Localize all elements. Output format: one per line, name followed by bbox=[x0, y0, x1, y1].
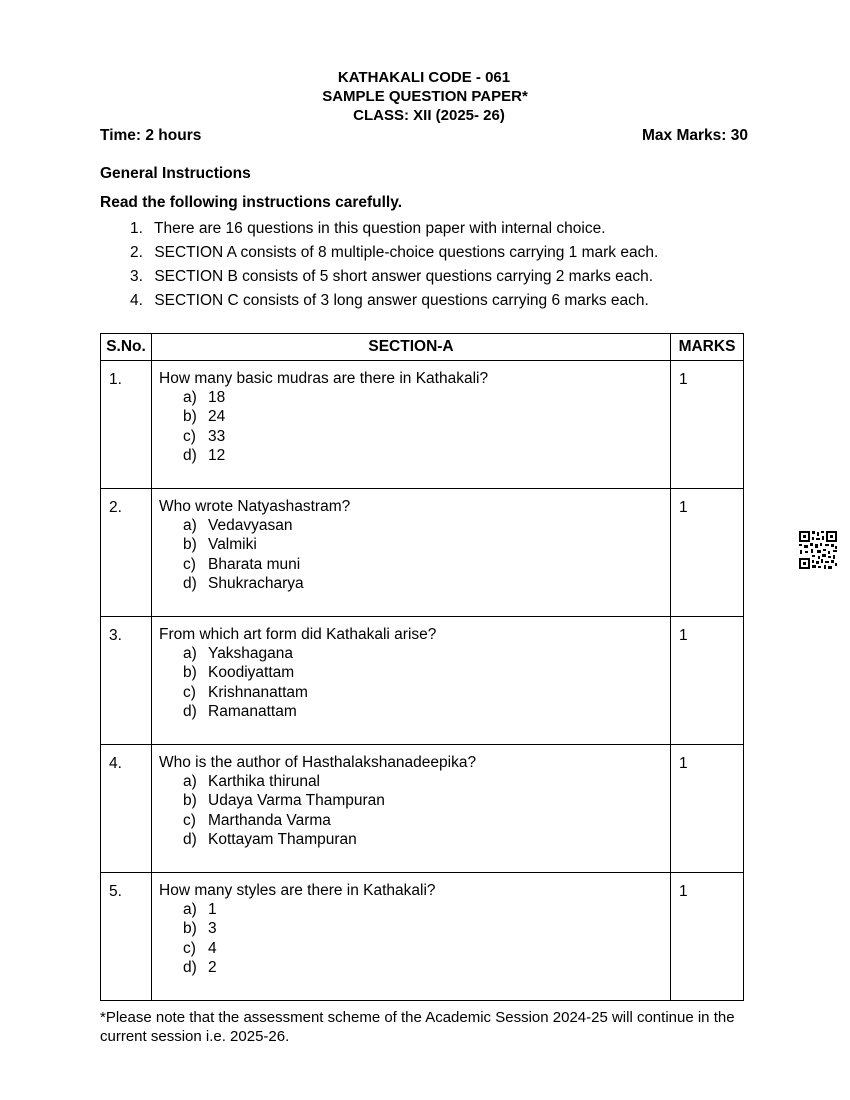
option-text: Kottayam Thampuran bbox=[208, 830, 357, 848]
question-table bbox=[100, 333, 744, 1001]
option-item bbox=[183, 702, 670, 721]
option-item bbox=[183, 958, 670, 977]
option-text: 18 bbox=[208, 389, 226, 406]
option-text: 1 bbox=[208, 901, 217, 918]
question-cell bbox=[152, 617, 671, 745]
instruction-list bbox=[130, 219, 658, 315]
option-letter: b) bbox=[183, 664, 197, 682]
option-text: 12 bbox=[208, 446, 226, 464]
table-row bbox=[101, 617, 744, 745]
question-text: How many styles are there in Kathakali? bbox=[159, 882, 436, 899]
option-letter: a) bbox=[183, 901, 197, 918]
option-item bbox=[183, 388, 670, 407]
option-item bbox=[183, 427, 670, 446]
question-text: Who wrote Natyashastram? bbox=[159, 498, 351, 515]
instruction-number: 2. bbox=[130, 244, 143, 261]
option-list bbox=[159, 900, 670, 977]
instructions-subheading: Read the following instructions carefully. bbox=[100, 194, 403, 211]
option-text: Udaya Varma Thampuran bbox=[208, 792, 385, 810]
option-list bbox=[159, 772, 670, 849]
option-text: Shukracharya bbox=[208, 574, 304, 592]
instruction-item bbox=[130, 243, 658, 267]
question-text: How many basic mudras are there in Kathakali? bbox=[159, 370, 489, 387]
option-letter: b) bbox=[183, 792, 197, 810]
max-marks-label: Max Marks: 30 bbox=[642, 127, 748, 144]
option-letter: b) bbox=[183, 536, 197, 554]
table-row bbox=[101, 745, 744, 873]
option-text: Marthanda Varma bbox=[208, 811, 331, 829]
question-text: From which art form did Kathakali arise? bbox=[159, 626, 437, 643]
option-letter: a) bbox=[183, 773, 197, 790]
question-cell bbox=[152, 745, 671, 873]
option-letter: a) bbox=[183, 389, 197, 406]
option-item bbox=[183, 772, 670, 791]
footnote: *Please note that the assessment scheme of the Academic Session 2024-25 will continue in the current session i.e. 2025-26. bbox=[100, 1009, 735, 1045]
option-item bbox=[183, 939, 670, 958]
col-marks-header: MARKS bbox=[671, 334, 744, 361]
sample-paper-title: SAMPLE QUESTION PAPER* bbox=[322, 88, 528, 105]
question-marks: 1 bbox=[671, 489, 744, 617]
option-text: 33 bbox=[208, 427, 226, 445]
instruction-text: SECTION B consists of 5 short answer questions carrying 2 marks each. bbox=[154, 268, 654, 285]
instruction-text: There are 16 questions in this question paper with internal choice. bbox=[154, 220, 606, 237]
table-row bbox=[101, 361, 744, 489]
option-text: 4 bbox=[208, 939, 217, 957]
instruction-item bbox=[130, 219, 658, 243]
option-list bbox=[159, 516, 670, 593]
instruction-item bbox=[130, 291, 658, 315]
question-number: 1. bbox=[101, 361, 152, 489]
option-list bbox=[159, 644, 670, 721]
option-text: Yakshagana bbox=[208, 645, 294, 662]
option-text: 24 bbox=[208, 408, 226, 426]
option-text: Karthika thirunal bbox=[208, 773, 321, 790]
option-item bbox=[183, 574, 670, 593]
option-text: Valmiki bbox=[208, 536, 257, 554]
qr-code-icon[interactable] bbox=[798, 530, 838, 570]
question-marks: 1 bbox=[671, 361, 744, 489]
option-item bbox=[183, 791, 670, 810]
question-marks: 1 bbox=[671, 617, 744, 745]
question-cell bbox=[152, 489, 671, 617]
question-text: Who is the author of Hasthalakshanadeepika? bbox=[159, 754, 477, 771]
instruction-text: SECTION C consists of 3 long answer questions carrying 6 marks each. bbox=[154, 292, 649, 309]
paper-code-title: KATHAKALI CODE - 061 bbox=[337, 69, 511, 86]
option-item bbox=[183, 811, 670, 830]
option-letter: c) bbox=[183, 555, 196, 573]
option-text: 2 bbox=[208, 958, 217, 976]
option-letter: d) bbox=[183, 702, 197, 720]
question-marks: 1 bbox=[671, 873, 744, 1001]
question-marks: 1 bbox=[671, 745, 744, 873]
option-text: Bharata muni bbox=[208, 555, 301, 573]
option-item bbox=[183, 663, 670, 682]
table-row bbox=[101, 873, 744, 1001]
option-item bbox=[183, 555, 670, 574]
question-cell bbox=[152, 361, 671, 489]
option-text: Vedavyasan bbox=[208, 517, 293, 534]
option-letter: a) bbox=[183, 645, 197, 662]
option-letter: c) bbox=[183, 939, 196, 957]
option-item bbox=[183, 535, 670, 554]
option-letter: b) bbox=[183, 920, 197, 938]
option-item bbox=[183, 683, 670, 702]
option-letter: c) bbox=[183, 427, 196, 445]
time-label: Time: 2 hours bbox=[100, 127, 202, 144]
table-header-row bbox=[101, 334, 744, 361]
option-text: Koodiyattam bbox=[208, 664, 295, 682]
option-item bbox=[183, 407, 670, 426]
table-row bbox=[101, 489, 744, 617]
class-title: CLASS: XII (2025- 26) bbox=[353, 107, 505, 124]
instruction-number: 4. bbox=[130, 292, 143, 309]
option-text: Ramanattam bbox=[208, 702, 297, 720]
option-letter: c) bbox=[183, 811, 196, 829]
question-number: 4. bbox=[101, 745, 152, 873]
option-list bbox=[159, 388, 670, 465]
option-item bbox=[183, 516, 670, 535]
instructions-heading: General Instructions bbox=[100, 165, 251, 182]
option-letter: c) bbox=[183, 683, 196, 701]
question-number: 5. bbox=[101, 873, 152, 1001]
col-section-header: SECTION-A bbox=[152, 334, 671, 361]
instruction-number: 3. bbox=[130, 268, 143, 285]
option-letter: d) bbox=[183, 446, 197, 464]
option-item bbox=[183, 644, 670, 663]
question-number: 3. bbox=[101, 617, 152, 745]
instruction-text: SECTION A consists of 8 multiple-choice questions carrying 1 mark each. bbox=[154, 244, 659, 261]
option-item bbox=[183, 446, 670, 465]
option-item bbox=[183, 900, 670, 919]
option-letter: a) bbox=[183, 517, 197, 534]
option-item bbox=[183, 830, 670, 849]
option-letter: d) bbox=[183, 830, 197, 848]
option-letter: d) bbox=[183, 574, 197, 592]
option-letter: b) bbox=[183, 408, 197, 426]
option-item bbox=[183, 919, 670, 938]
col-sno-header: S.No. bbox=[101, 334, 152, 361]
option-letter: d) bbox=[183, 958, 197, 976]
option-text: Krishnanattam bbox=[208, 683, 308, 701]
instruction-number: 1. bbox=[130, 220, 143, 237]
question-cell bbox=[152, 873, 671, 1001]
instruction-item bbox=[130, 267, 658, 291]
option-text: 3 bbox=[208, 920, 217, 938]
question-number: 2. bbox=[101, 489, 152, 617]
